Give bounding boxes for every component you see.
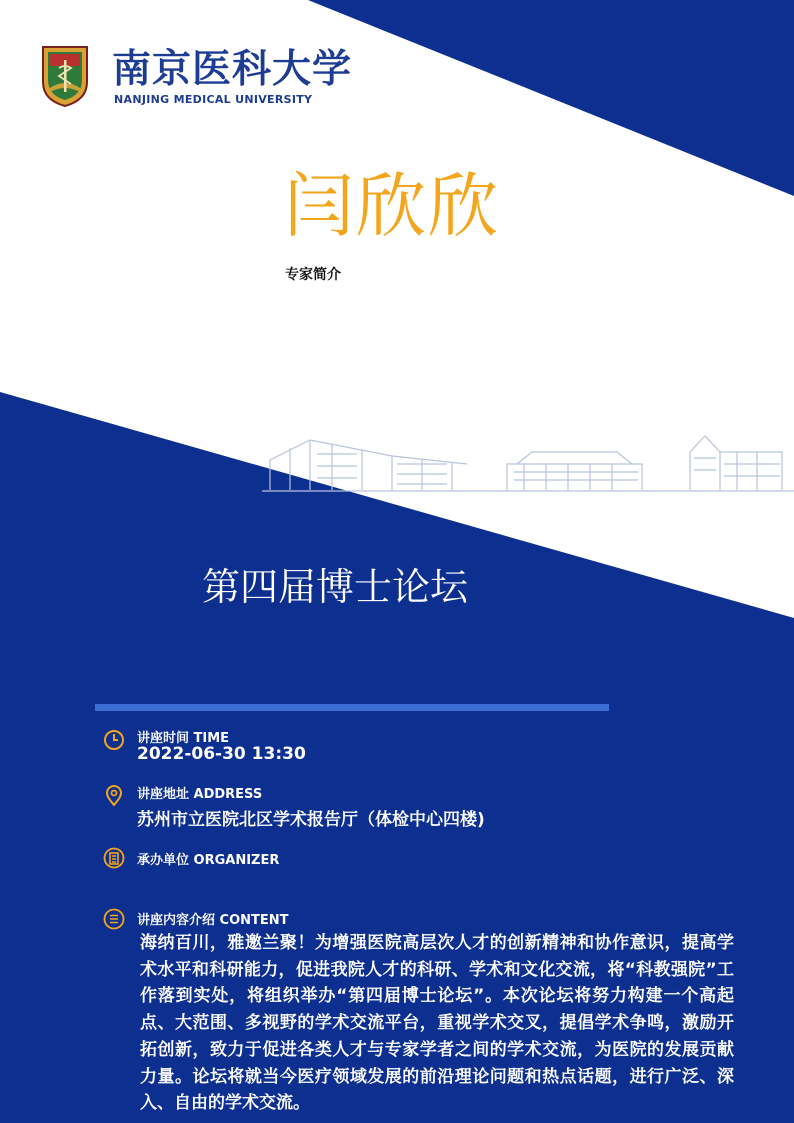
university-name-cn: 南京医科大学 (112, 46, 353, 92)
organizer-label: 承办单位 ORGANIZER (137, 853, 280, 868)
university-seal-logo (40, 44, 90, 108)
speaker-name: 闫欣欣 (284, 165, 500, 247)
address-label: 讲座地址 ADDRESS (137, 787, 263, 802)
divider-bar (95, 704, 609, 711)
building-icon (103, 847, 125, 869)
address-value: 苏州市立医院北区学术报告厅（体检中心四楼) (137, 810, 485, 830)
content-label: 讲座内容介绍 CONTENT (137, 913, 289, 928)
content-description: 海纳百川，雅邀兰聚！为增强医院高层次人才的创新精神和协作意识，提高学术水平和科研能力，促进我院人才的科研、学术和文化交流，将“科教强院”工作落到实处，将组织举办“第四届博士论坛”。本次论坛将努力构建一个高起点、大范围、多视野的学术交流平台，重视学术交叉，提倡学术争鸣，激励开拓创新，致力于促进各类人才与专家学者之间的学术交流，为医院的发展贡献力量。论坛将就当今医疗领域发展的前沿理论问题和热点话题，进行广泛、深入、自由的学术交流。 (140, 933, 734, 1114)
time-value: 2022-06-30 13:30 (137, 744, 306, 764)
location-pin-icon (103, 785, 125, 807)
list-icon (103, 908, 125, 930)
speaker-intro-label: 专家简介 (285, 267, 341, 283)
clock-icon (103, 729, 125, 751)
forum-title: 第四届博士论坛 (202, 565, 469, 609)
campus-buildings-illustration (262, 428, 794, 494)
university-name-en: NANJING MEDICAL UNIVERSITY (114, 93, 313, 106)
time-label: 讲座时间 TIME (137, 731, 230, 746)
